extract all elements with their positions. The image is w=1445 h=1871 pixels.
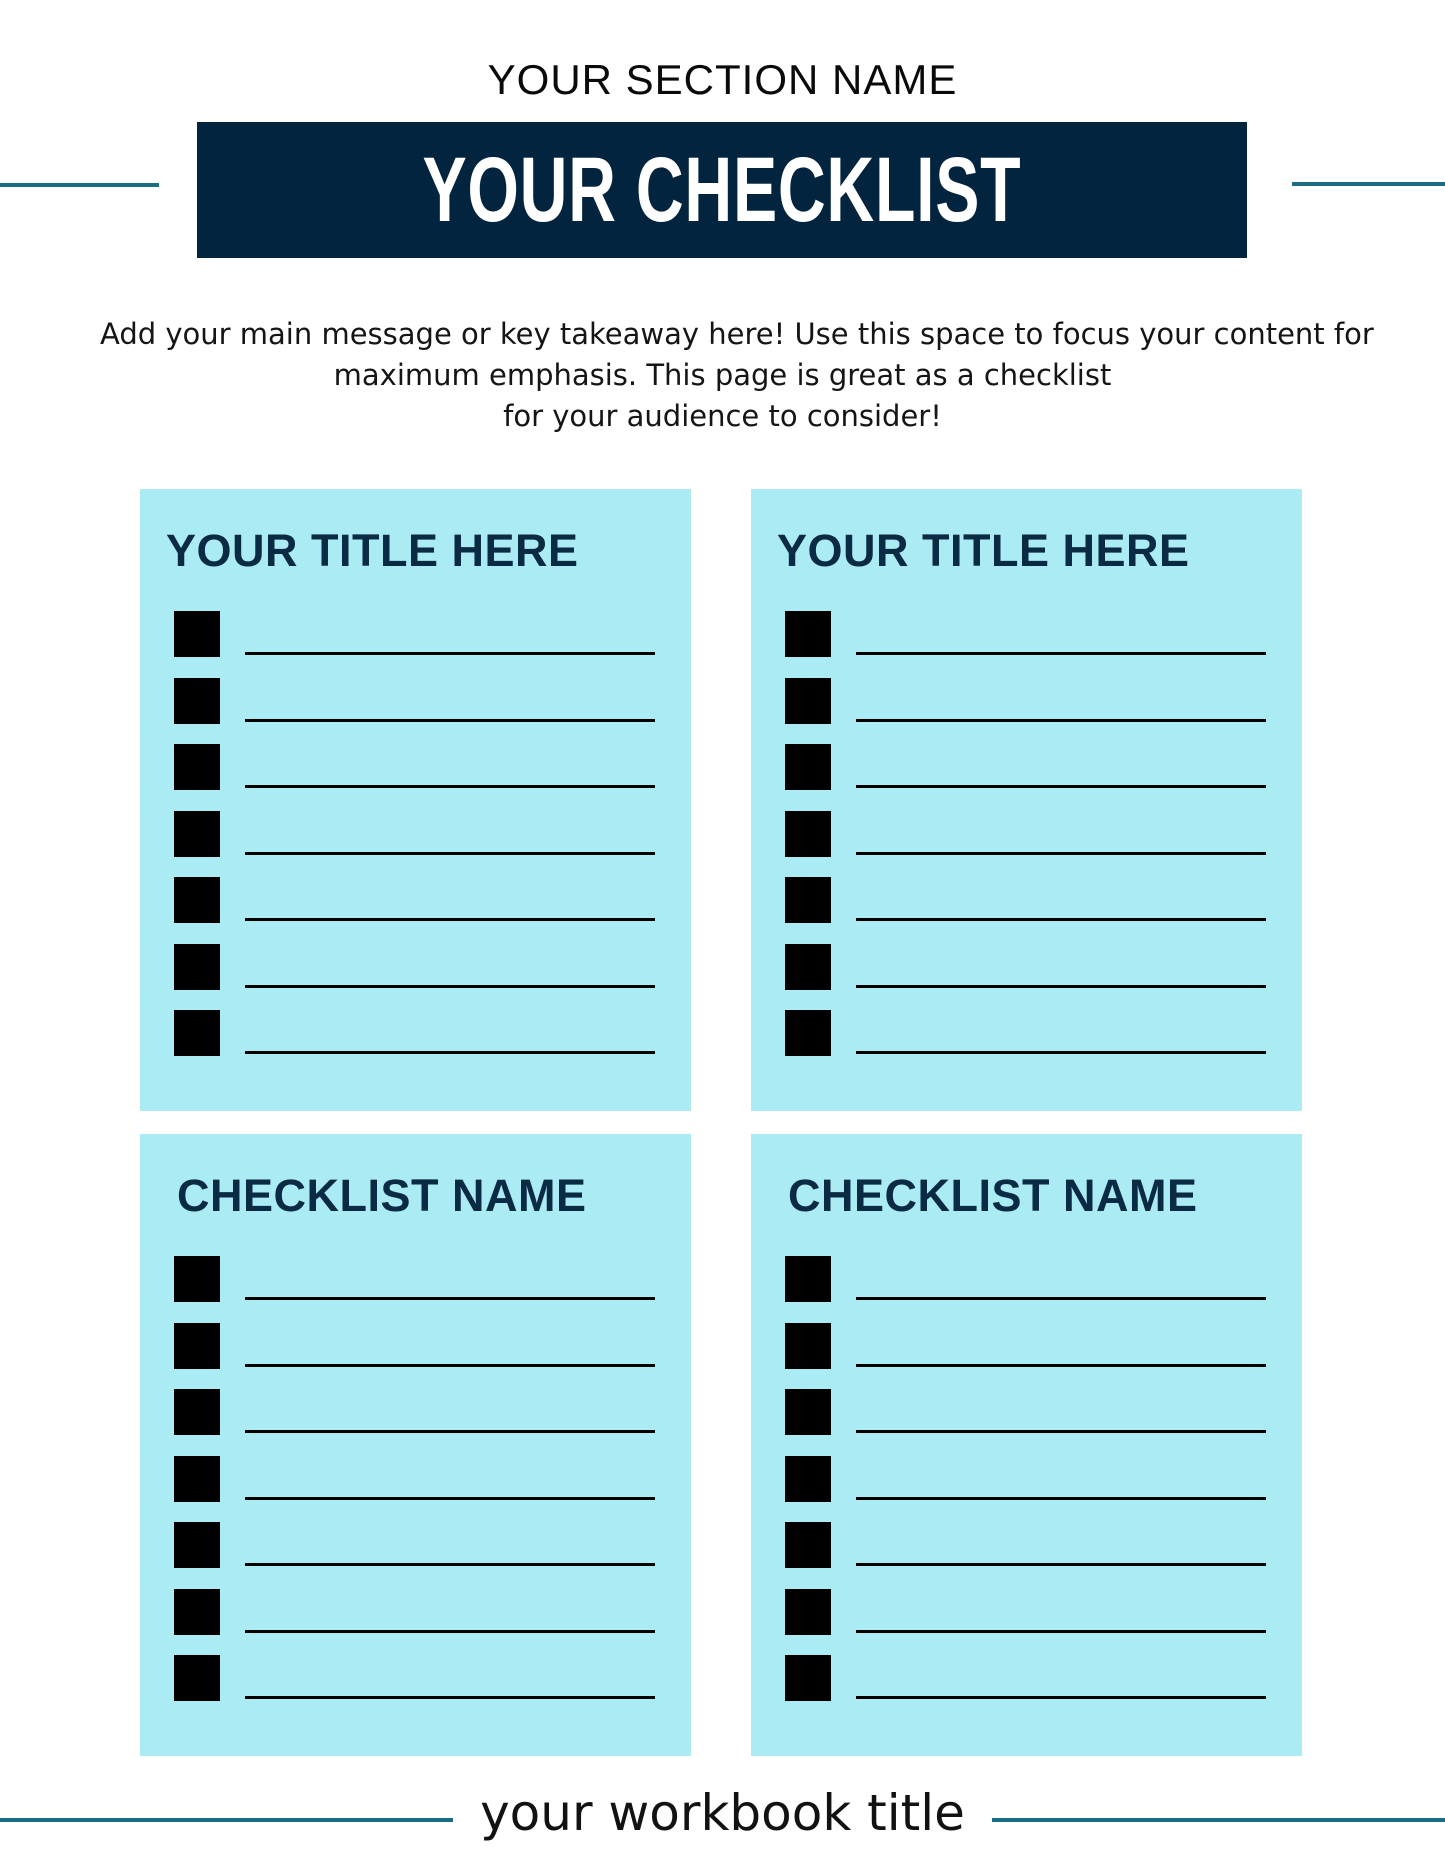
checklist-item — [174, 678, 654, 724]
checklist-card-4 — [751, 1134, 1302, 1756]
checklist-item — [174, 1522, 654, 1568]
checklist-item — [785, 1589, 1265, 1635]
checkbox[interactable] — [174, 678, 220, 724]
write-in-line — [856, 1563, 1266, 1566]
write-in-line — [856, 652, 1266, 655]
write-in-line — [245, 918, 655, 921]
write-in-line — [856, 1297, 1266, 1300]
write-in-line — [856, 918, 1266, 921]
write-in-line — [856, 1630, 1266, 1633]
checklist-card-3 — [140, 1134, 691, 1756]
write-in-line — [245, 1297, 655, 1300]
write-in-line — [245, 852, 655, 855]
checkbox[interactable] — [785, 1522, 831, 1568]
card-title: YOUR TITLE HERE — [777, 525, 1190, 576]
checkbox[interactable] — [785, 744, 831, 790]
checklist-item — [174, 1655, 654, 1701]
write-in-line — [245, 1364, 655, 1367]
checkbox[interactable] — [174, 1456, 220, 1502]
checklist-title: YOUR CHECKLIST — [422, 138, 1022, 241]
checkbox[interactable] — [174, 611, 220, 657]
checklist-item — [174, 1589, 654, 1635]
checkbox[interactable] — [785, 944, 831, 990]
section-name: YOUR SECTION NAME — [487, 56, 958, 103]
checkbox[interactable] — [785, 1256, 831, 1302]
write-in-line — [245, 1051, 655, 1054]
checkbox[interactable] — [174, 1256, 220, 1302]
checkbox[interactable] — [174, 1389, 220, 1435]
main-message-line-2: maximum emphasis. This page is great as a checklist — [333, 358, 1112, 392]
checklist-item — [785, 678, 1265, 724]
checkbox[interactable] — [785, 611, 831, 657]
write-in-line — [856, 1696, 1266, 1699]
write-in-line — [245, 1497, 655, 1500]
main-message-line-1: Add your main message or key takeaway here! Use this space to focus your content for — [100, 317, 1374, 351]
write-in-line — [856, 852, 1266, 855]
write-in-line — [856, 1430, 1266, 1433]
checkbox[interactable] — [785, 1010, 831, 1056]
checklist-card-1 — [140, 489, 691, 1111]
checkbox[interactable] — [174, 1655, 220, 1701]
checkbox[interactable] — [785, 1456, 831, 1502]
checklist-item — [785, 811, 1265, 857]
checkbox[interactable] — [174, 944, 220, 990]
write-in-line — [856, 719, 1266, 722]
checklist-item — [174, 1010, 654, 1056]
checkbox[interactable] — [785, 678, 831, 724]
checklist-item — [174, 1456, 654, 1502]
checklist-card-2 — [751, 489, 1302, 1111]
checkbox[interactable] — [785, 1655, 831, 1701]
checklist-item — [785, 1522, 1265, 1568]
checkbox[interactable] — [174, 1010, 220, 1056]
main-message — [100, 314, 1374, 437]
checkbox[interactable] — [785, 1389, 831, 1435]
accent-line-top-right — [1292, 182, 1445, 186]
checklist-item — [174, 1323, 654, 1369]
checkbox[interactable] — [174, 1323, 220, 1369]
checkbox[interactable] — [785, 1323, 831, 1369]
checklist-item — [174, 1256, 654, 1302]
write-in-line — [856, 785, 1266, 788]
checklist-item — [785, 877, 1265, 923]
card-title: YOUR TITLE HERE — [166, 525, 579, 576]
workbook-title: your workbook title — [480, 1784, 965, 1842]
checklist-item — [174, 1389, 654, 1435]
checkbox[interactable] — [174, 811, 220, 857]
checklist-item — [785, 1655, 1265, 1701]
checklist-item — [785, 744, 1265, 790]
checklist-item — [785, 1010, 1265, 1056]
card-title: CHECKLIST NAME — [177, 1170, 587, 1221]
checkbox[interactable] — [174, 1589, 220, 1635]
checklist-item — [174, 944, 654, 990]
write-in-line — [856, 1051, 1266, 1054]
accent-line-top-left — [0, 183, 159, 187]
write-in-line — [856, 1497, 1266, 1500]
checkbox[interactable] — [174, 1522, 220, 1568]
checklist-item — [785, 1456, 1265, 1502]
checklist-item — [785, 1256, 1265, 1302]
checklist-item — [174, 877, 654, 923]
write-in-line — [245, 1563, 655, 1566]
write-in-line — [245, 785, 655, 788]
checkbox[interactable] — [785, 811, 831, 857]
write-in-line — [245, 985, 655, 988]
card-title: CHECKLIST NAME — [788, 1170, 1198, 1221]
checkbox[interactable] — [174, 877, 220, 923]
write-in-line — [245, 719, 655, 722]
checklist-item — [785, 1389, 1265, 1435]
checklist-item — [174, 811, 654, 857]
checklist-item — [174, 744, 654, 790]
write-in-line — [856, 1364, 1266, 1367]
write-in-line — [245, 1630, 655, 1633]
checklist-item — [785, 944, 1265, 990]
checkbox[interactable] — [785, 1589, 831, 1635]
checkbox[interactable] — [785, 877, 831, 923]
checkbox[interactable] — [174, 744, 220, 790]
checklist-item — [174, 611, 654, 657]
write-in-line — [856, 985, 1266, 988]
main-message-line-3: for your audience to consider! — [503, 399, 942, 433]
write-in-line — [245, 1430, 655, 1433]
checklist-item — [785, 1323, 1265, 1369]
write-in-line — [245, 1696, 655, 1699]
write-in-line — [245, 652, 655, 655]
checklist-item — [785, 611, 1265, 657]
checklist-title-banner — [197, 122, 1247, 258]
